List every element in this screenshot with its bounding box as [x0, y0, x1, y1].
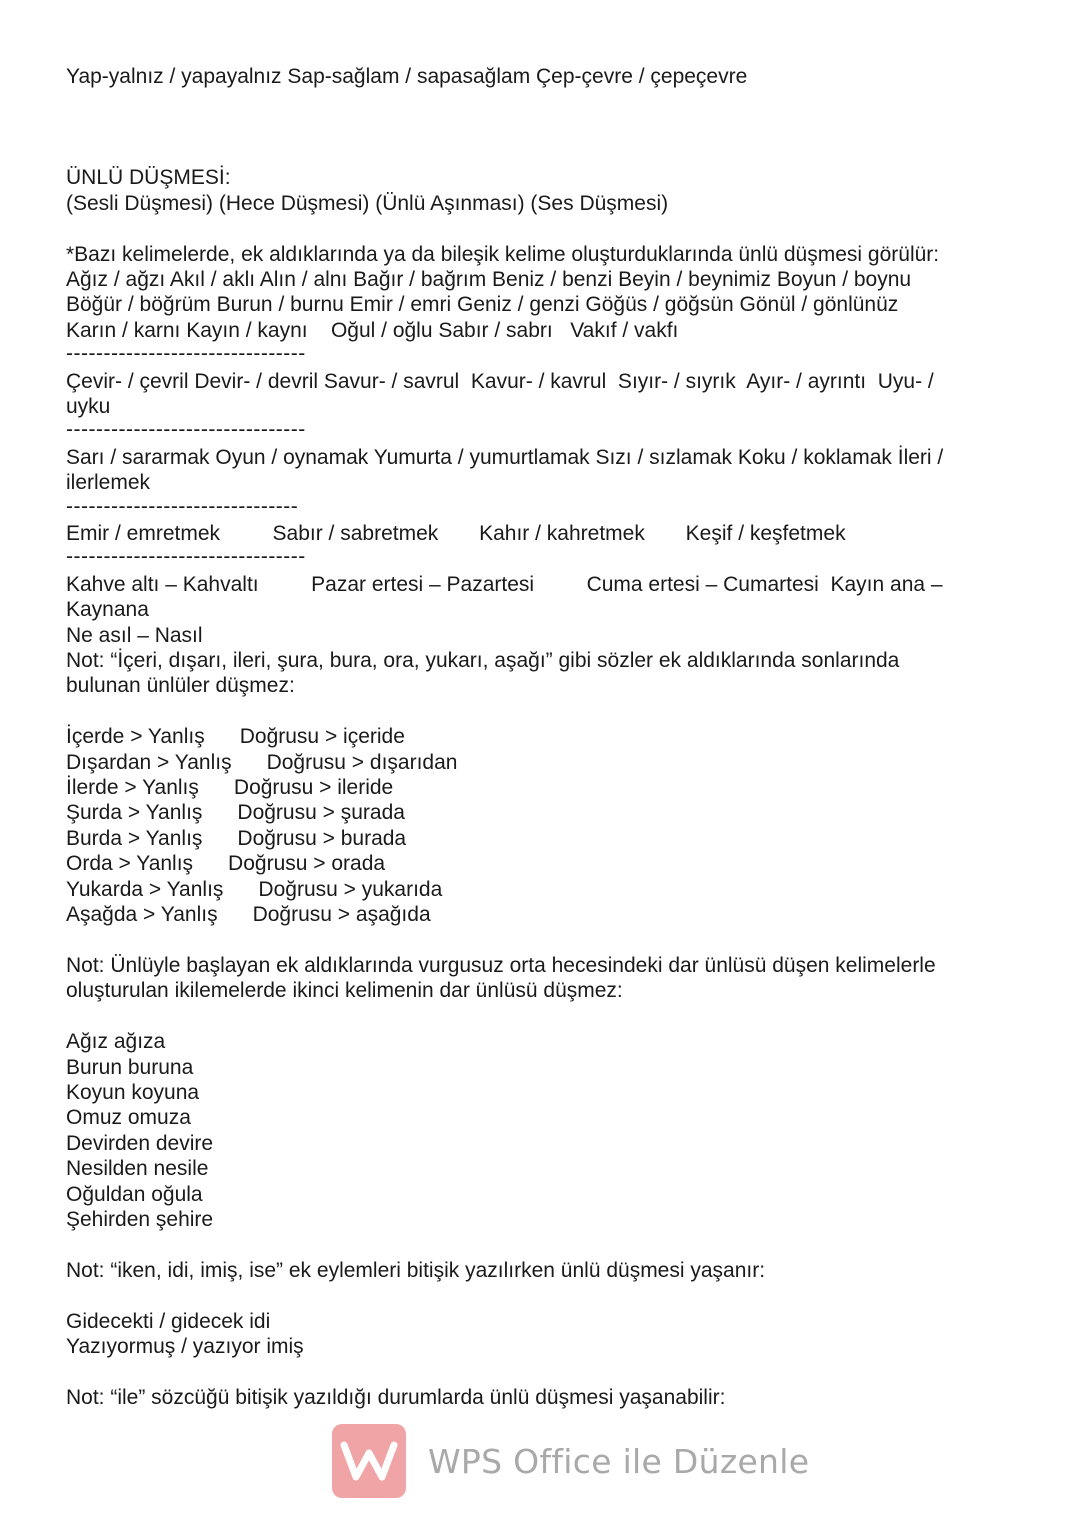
ek-eylem-line: Yazıyormuş / yazıyor imiş	[66, 1334, 304, 1358]
note-line-cont: oluşturulan ikilemelerde ikinci kelimenin dar ünlüsü düşmez:	[66, 979, 623, 1003]
note-line: Not: Ünlüyle başlayan ek aldıklarında vurgusuz orta hecesindeki dar ünlüsü düşen kelimelerle	[66, 953, 936, 977]
rule-line: *Bazı kelimelerde, ek aldıklarında ya da bileşik kelime oluşturduklarında ünlü düşmesi görülür:	[66, 242, 940, 266]
compound-line-cont: Kaynana	[66, 598, 149, 622]
reduplication-line: Ağız ağıza	[66, 1030, 166, 1054]
aliases-line: (Sesli Düşmesi) (Hece Düşmesi) (Ünlü Aşınması) (Ses Düşmesi)	[66, 191, 669, 215]
spacer	[66, 89, 1026, 165]
wrong-right-line: Dışardan > Yanlış Doğrusu > dışarıdan	[66, 750, 458, 774]
wrong-right-line: İçerde > Yanlış Doğrusu > içeride	[66, 725, 405, 749]
verbs-line: Çevir- / çevril Devir- / devril Savur- / savrul Kavur- / kavrul Sıyır- / sıyrık Ayır- / ayrıntı Uyu- /	[66, 369, 934, 393]
wrong-right-line: İlerde > Yanlış Doğrusu > ileride	[66, 776, 394, 800]
document-body	[66, 64, 1026, 1410]
verbs-line-cont: uyku	[66, 395, 111, 419]
example-line: Böğür / böğrüm Burun / burnu Emir / emri Geniz / genzi Göğüs / göğsün Gönül / gönlünüz	[66, 293, 899, 317]
example-line: Ağız / ağzı Akıl / aklı Alın / alnı Bağır / bağrım Beniz / benzi Beyin / beynimiz Boyun / boynu	[66, 268, 912, 292]
wrong-right-line: Yukarda > Yanlış Doğrusu > yukarıda	[66, 877, 443, 901]
section-heading: ÜNLÜ DÜŞMESİ:	[66, 166, 231, 190]
intro-line: Yap-yalnız / yapayalnız Sap-sağlam / sapasağlam Çep-çevre / çepeçevre	[66, 65, 748, 88]
etmek-line: Emir / emretmek Sabır / sabretmek Kahır / kahretmek Keşif / keşfetmek	[66, 522, 846, 546]
compound-line: Kahve altı – Kahvaltı Pazar ertesi – Pazartesi Cuma ertesi – Cumartesi Kayın ana –	[66, 572, 943, 596]
reduplication-line: Nesilden nesile	[66, 1157, 209, 1181]
separator: --------------------------------	[66, 545, 306, 569]
nouns-line: Sarı / sararmak Oyun / oynamak Yumurta / yumurtlamak Sızı / sızlamak Koku / koklamak İleri /	[66, 445, 944, 469]
reduplication-line: Devirden devire	[66, 1131, 214, 1155]
separator: --------------------------------	[66, 342, 306, 366]
wrong-right-line: Şurda > Yanlış Doğrusu > şurada	[66, 801, 405, 825]
wps-edit-watermark[interactable]	[332, 1423, 809, 1499]
reduplication-line: Şehirden şehire	[66, 1207, 214, 1231]
wrong-right-line: Orda > Yanlış Doğrusu > orada	[66, 852, 386, 876]
separator: -------------------------------	[66, 494, 299, 518]
note-line: Not: “iken, idi, imiş, ise” ek eylemleri bitişik yazılırken ünlü düşmesi yaşanır:	[66, 1258, 766, 1282]
reduplication-line: Omuz omuza	[66, 1106, 191, 1130]
note-line: Not: “İçeri, dışarı, ileri, şura, bura, ora, yukarı, aşağı” gibi sözler ek aldıklarında sonlarında	[66, 649, 900, 673]
wrong-right-line: Burda > Yanlış Doğrusu > burada	[66, 826, 407, 850]
wps-logo-icon	[332, 1424, 406, 1498]
ek-eylem-line: Gidecekti / gidecek idi	[66, 1309, 271, 1333]
reduplication-line: Burun buruna	[66, 1055, 194, 1079]
reduplication-line: Koyun koyuna	[66, 1080, 200, 1104]
example-line: Karın / karnı Kayın / kaynı Oğul / oğlu Sabır / sabrı Vakıf / vakfı	[66, 318, 679, 342]
watermark-text: WPS Office ile Düzenle	[428, 1441, 810, 1481]
note-line: Not: “ile” sözcüğü bitişik yazıldığı durumlarda ünlü düşmesi yaşanabilir:	[66, 1385, 726, 1409]
note-line-cont: bulunan ünlüler düşmez:	[66, 674, 295, 698]
nouns-line-cont: ilerlemek	[66, 471, 151, 495]
wrong-right-line: Aşağda > Yanlış Doğrusu > aşağıda	[66, 903, 431, 927]
nasil-line: Ne asıl – Nasıl	[66, 623, 203, 647]
separator: --------------------------------	[66, 418, 306, 442]
reduplication-line: Oğuldan oğula	[66, 1182, 203, 1206]
